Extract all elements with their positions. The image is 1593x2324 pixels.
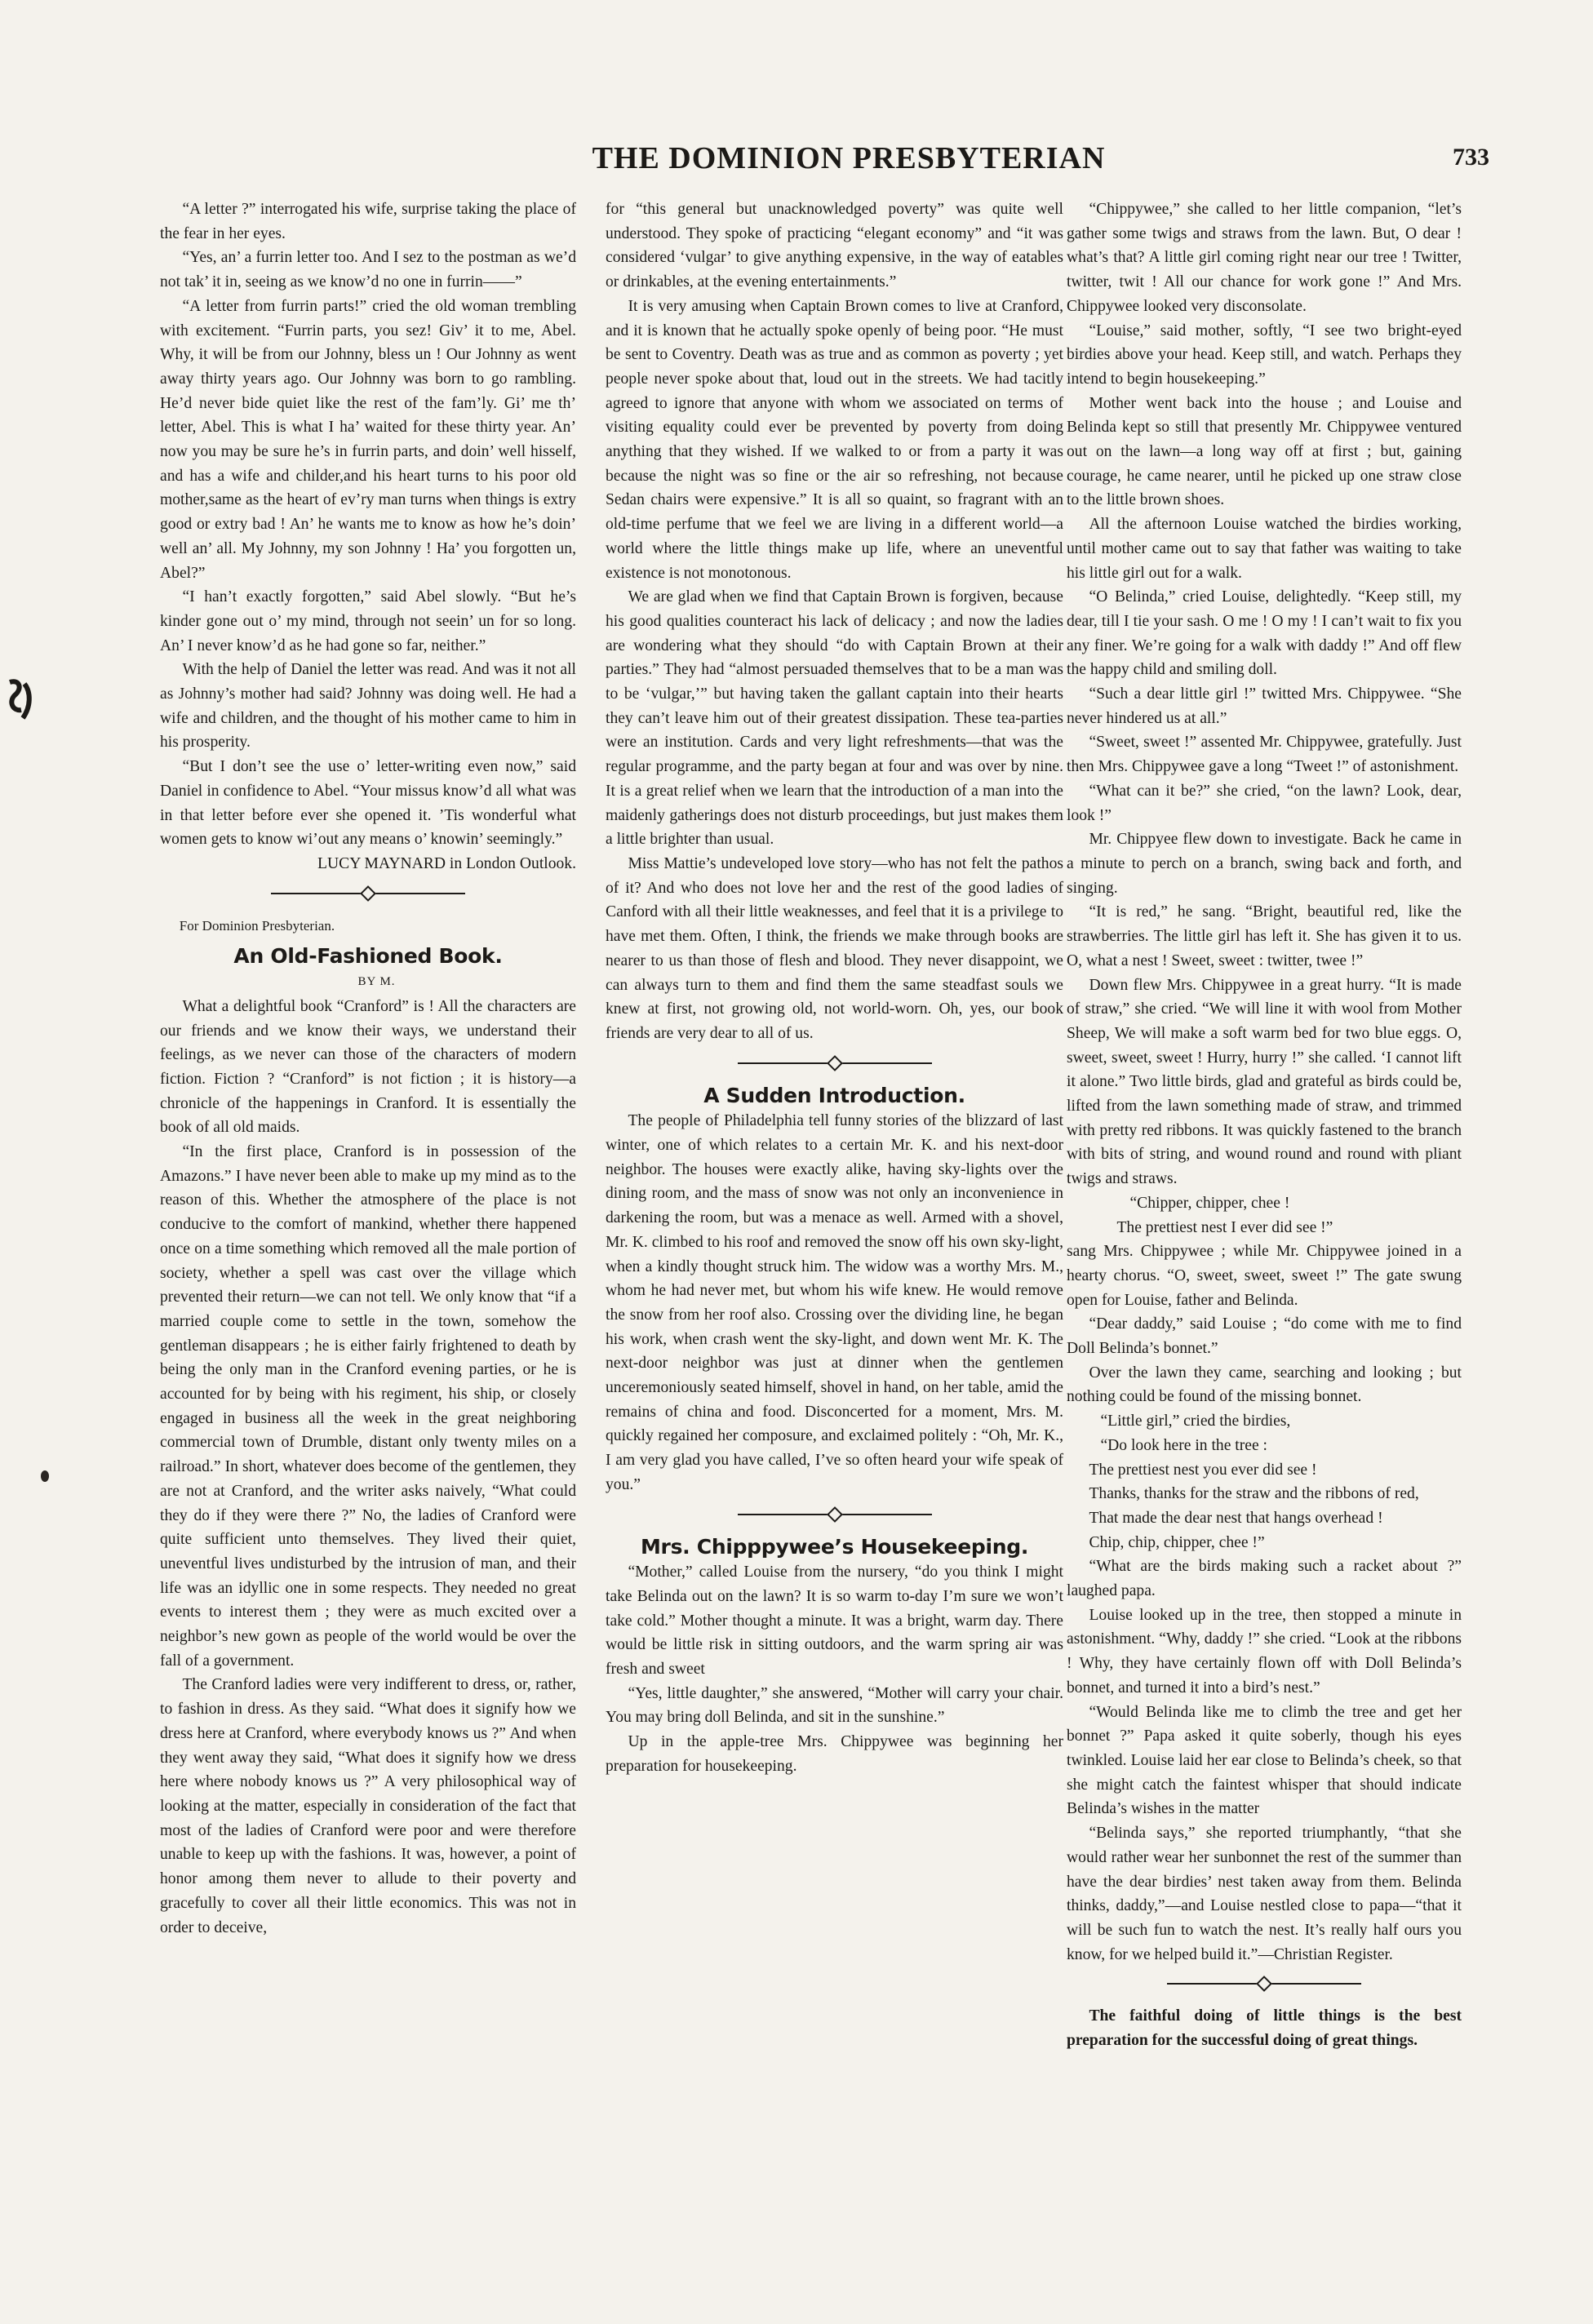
paragraph: “Louise,” said mother, softly, “I see two bright-eyed birdies above your head. Keep still, and watch. Perhaps they intend to begin housekeeping.”: [1067, 322, 1462, 388]
paragraph: All the afternoon Louise watched the birdies working, until mother came out to say that father was waiting to take his little girl out for a walk.: [1067, 516, 1462, 582]
paragraph: “A letter ?” interrogated his wife, surprise taking the place of the fear in her eyes.: [160, 201, 576, 242]
paragraph: “Yes, little daughter,” she answered, “Mother will carry your chair. You may bring doll Belinda, and sit in the sunshine.”: [606, 1684, 1063, 1727]
paragraph: “I han’t exactly forgotten,” said Abel slowly. “But he’s kinder gone out o’ my mind, through not seein’ un for so long. An’ I never know’d as he had gone so far, neither.”: [160, 588, 576, 654]
divider: [1067, 1978, 1462, 1989]
paragraph: Miss Mattie’s undeveloped love story—who has not felt the pathos of it? And who does not love her and the rest of the good ladies of Canford with all their little weaknesses, and feel that it is a privilege to have met them. Often, I think, the friends we make through books are nearer to us than those of flesh and blood. They never disappoint, we can always turn to them and find them the same steadfast souls we knew at first, not growing old, not world-worn. Oh, yes, our book friends are very dear to all of us.: [606, 854, 1063, 1042]
masthead: THE DOMINION PRESBYTERIAN: [592, 141, 1106, 175]
closing-maxim: The faithful doing of little things is the best preparation for the successful doing of great things.: [1067, 2007, 1462, 2050]
paragraph: “O Belinda,” cried Louise, delightedly. “Keep still, my dear, till I tie your sash. O me ! O my ! I can’t wait to fix you any finer. We’re going for a walk with daddy !” And off flew the happy child and smiling doll.: [1067, 588, 1462, 679]
paragraph: “In the first place, Cranford is in possession of the Amazons.” I have never been able to make up my mind as to the reason of this. Whether the atmosphere of the place is not conducive to the comfort of mankind, whether there happened once on a time something which removed all the male portion of society, whether a spell was cast over the village which prevented their return—we can not tell. We only know that “if a married couple come to settle in the town, somehow the gentleman disappears ; he is either fairly frightened to death by being the only man in the Cranford evening parties, or he is accounted for by being with his regiment, his ship, or closely engaged in business all the week in the great neighboring commercial town of Drumble, distant only twenty miles on a railroad.” In short, whatever does become of the gentlemen, they are not at Cranford, and the writer asks naively, “What could they do if they were there ?” No, the ladies of Cranford were quite sufficient unto themselves. They lived their quiet, uneventful lives undisturbed by the intrusion of man, and their life was an idyllic one in some respects. They needed no great events to interest them ; they were as much excited over a neighbor’s new gown as people of the world would be over the fall of a government.: [160, 1143, 576, 1670]
paragraph: What a delightful book “Cranford” is ! All the characters are our friends and we know their ways, we understand their feelings, as we never can those of the characters of modern fiction. Fiction ? “Cranford” is not fiction ; it is history—a chronicle of the happenings in Cranford. It is essentially the book of all old maids.: [160, 997, 576, 1137]
paragraph: “Mother,” called Louise from the nursery, “do you think I might take Belinda out on the lawn? It is so warm to-day I’m sure we won’t take cold.” Mother thought a minute. It was a bright, warm day. There would be little risk in sitting outdoors, and the warm spring air was fresh and sweet: [606, 1563, 1063, 1679]
signature: LUCY MAYNARD in London Outlook.: [317, 854, 576, 872]
paragraph: “What can it be?” she cried, “on the lawn? Look, dear, look !”: [1067, 782, 1462, 824]
paragraph: Mother went back into the house ; and Louise and Belinda kept so still that presently Mr. Chippywee ventured out on the lawn—a long way off at first ; but, gaining courage, he came nearer, until he picked up one straw close to the little brown shoes.: [1067, 394, 1462, 509]
divider: [606, 1509, 1063, 1520]
paragraph: for “this general but unacknowledged poverty” was quite well understood. They spoke of practicing “elegant economy” and “it was considered ‘vulgar’ to give anything expensive, in the way of eatables or drinkables, at the evening entertainments.”: [606, 201, 1063, 291]
article-title: Mrs. Chipppywee’s Housekeeping.: [640, 1534, 1029, 1559]
divider: [606, 1058, 1063, 1069]
source-line: For Dominion Presbyterian.: [179, 917, 335, 934]
paragraph: We are glad when we find that Captain Brown is forgiven, because his good qualities counteract his lack of delicacy ; and now the ladies are wondering what they should “do with Captain Brown at their parties.” They had “almost persuaded themselves that to be a man was to be ‘vulgar,’” but having taken the gallant captain into their hearts they can’t leave him out of their greatest dissipation. These tea-parties were an institution. Cards and very light refreshments—that was the regular programme, and the party began at four and was over by nine. It is a great relief when we learn that the introduction of a man into the maidenly gatherings does not disturb proceedings, but just makes them a little brighter than usual.: [606, 588, 1063, 849]
verse-line: “Little girl,” cried the birdies,: [1100, 1413, 1291, 1430]
column-1: [160, 197, 576, 1940]
paragraph: Over the lawn they came, searching and looking ; but nothing could be found of the missing bonnet.: [1067, 1364, 1462, 1406]
article-title: An Old-Fashioned Book.: [233, 944, 503, 969]
paragraph: “Chippywee,” she called to her little companion, “let’s gather some twigs and straws from the lawn. But, O dear ! what’s that? A little girl coming right near our tree ! Twitter, twitter, twit ! All our chance for work gone !” And Mrs. Chippywee looked very disconsolate.: [1067, 201, 1462, 315]
paragraph: “Belinda says,” she reported triumphantly, “that she would rather wear her sunbonnet the rest of the summer than have the dear birdies’ nest taken away from them. Belinda thinks, daddy,”—and Louise nestled close to papa—“that it will be such fun to watch the nest. It’s really half ours you know, for we helped build it.”—Christian Register.: [1067, 1825, 1462, 1963]
page-number: 733: [1453, 144, 1489, 171]
byline: BY M.: [357, 975, 396, 989]
verse-line: The prettiest nest I ever did see !”: [1116, 1218, 1333, 1236]
article-title: A Sudden Introduction.: [703, 1083, 965, 1107]
verse-line: “Do look here in the tree :: [1100, 1436, 1268, 1454]
paragraph: The people of Philadelphia tell funny stories of the blizzard of last winter, one of which relates to a certain Mr. K. and his next-door neighbor. The houses were exactly alike, having sky-lights over the dining room, and the mass of snow was not only an inconvenience in darkening the room, but was a menace as well. Armed with a shovel, Mr. K. climbed to his roof and removed the snow off his own sky-light, when a kindly thought struck him. The widow was a worthy Mrs. M., whom he had never met, but whom his wife knew. He would remove the snow from her roof also. Crossing over the dividing line, he began his work, when crash went the sky-light, and down went Mr. K. The next-door neighbor was just at dinner when the gentlemen unceremoniously seated himself, shovel in hand, on her table, amid the remains of china and food. Disconcerted for a moment, Mrs. M. quickly regained her composure, and exclaimed politely : “Oh, Mr. K., I am very glad you have called, I’ve so often heard your wife speak of you.”: [606, 1112, 1063, 1493]
verse-line: The prettiest nest you ever did see !: [1089, 1461, 1317, 1479]
verse-line: “Chipper, chipper, chee !: [1129, 1194, 1290, 1212]
paragraph: “What are the birds making such a racket about ?” laughed papa.: [1067, 1558, 1462, 1600]
paragraph: sang Mrs. Chippywee ; while Mr. Chippywee joined in a hearty chorus. “O, sweet, sweet, sweet !” The gate swung open for Louise, father and Belinda.: [1067, 1243, 1462, 1309]
margin-blot: [41, 1470, 49, 1482]
column-3: [1067, 197, 1462, 2053]
paragraph: “Such a dear little girl !” twitted Mrs. Chippywee. “She never hindered us at all.”: [1067, 685, 1462, 727]
divider: [160, 888, 576, 899]
paragraph: Mr. Chippyee flew down to investigate. Back he came in a minute to perch on a branch, swing back and forth, and singing.: [1067, 831, 1462, 897]
paragraph: Down flew Mrs. Chippywee in a great hurry. “It is made of straw,” she cried. “We will line it with wool from Mother Sheep, We will make a soft warm bed for two blue eggs. O, sweet, sweet, sweet ! Hurry, hurry !” she called. ‘I cannot lift it alone.” Two little birds, glad and grateful as birds could be, lifted from the lawn something made of straw, and trimmed with pretty red ribbons. It was quickly fastened to the branch with bits of string, and wound round and round with pliant twigs and straws.: [1067, 976, 1462, 1188]
verse-line: That made the dear nest that hangs overhead !: [1089, 1509, 1383, 1527]
paragraph: With the help of Daniel the letter was read. And was it not all as Johnny’s mother had said? Johnny was doing well. He had a wife and children, and the thought of his mother came to him in his prosperity.: [160, 661, 576, 752]
column-2: [606, 197, 1063, 1779]
paragraph: It is very amusing when Captain Brown comes to live at Cranford, and it is known that he actually spoke openly of being poor. “He must be sent to Coventry. Death was as true and as common as poverty ; yet people never spoke about that, loud out in the streets. We had tacitly agreed to ignore that anyone with whom we associated on terms of visiting equality could ever be prevented by poverty from doing anything that they wished. If we walked to or from a party it was because the night was so fine or the air so refreshing, not because Sedan chairs were expensive.” It is all so quaint, so fragrant with an old-time perfume that we feel we are living in a different world—a world where the little things make up life, where an uneventful existence is not monotonous.: [606, 297, 1063, 582]
paragraph: “But I don’t see the use o’ letter-writing even now,” said Daniel in confidence to Abel. “Your missus know’d all what was in that letter before ever she opened it. ’Tis wonderful what women gets to know wi’out any means o’ knowin’ seemingly.”: [160, 758, 576, 849]
verse-line: Thanks, thanks for the straw and the ribbons of red,: [1089, 1485, 1419, 1503]
paragraph: “Would Belinda like me to climb the tree and get her bonnet ?” Papa asked it quite soberly, though his eyes twinkled. Louise laid her ear close to Belinda’s cheek, so that she might catch the faintest whisper that should indicate Belinda’s wishes in the matter: [1067, 1703, 1462, 1818]
paragraph: Louise looked up in the tree, then stopped a minute in astonishment. “Why, daddy !” she cried. “Look at the ribbons ! Why, they have certainly flown off with Doll Belinda’s bonnet, and turned it into a bird’s nest.”: [1067, 1606, 1462, 1696]
paragraph: The Cranford ladies were very indifferent to dress, or, rather, to fashion in dress. As they said. “What does it signify how we dress here at Cranford, where everybody knows us ?” And when they went away they said, “What does it signify how we dress here where nobody knows us ?” A very philosophical way of looking at the matter, especially in consideration of the fact that most of the ladies of Cranford were poor and were therefore unable to keep up with the fashions. It was, however, a point of honor among them never to allude to their poverty and gracefully to cover all their little economics. This was not in order to deceive,: [160, 1676, 576, 1936]
verse-line: Chip, chip, chipper, chee !”: [1089, 1533, 1265, 1551]
paragraph: “It is red,” he sang. “Bright, beautiful red, like the strawberries. The little girl has left it. She has given it to us. O, what a nest ! Sweet, sweet : twitter, twee !”: [1067, 903, 1462, 969]
paragraph: “Yes, an’ a furrin letter too. And I sez to the postman as we’d not tak’ it in, seeing as we know’d no one in furrin——”: [160, 249, 576, 291]
paragraph: Up in the apple-tree Mrs. Chippywee was beginning her preparation for housekeeping.: [606, 1733, 1063, 1775]
paragraph: “Dear daddy,” said Louise ; “do come with me to find Doll Belinda’s bonnet.”: [1067, 1315, 1462, 1358]
paragraph: “Sweet, sweet !” assented Mr. Chippywee, gratefully. Just then Mrs. Chippywee gave a long “Tweet !” of astonishment.: [1067, 734, 1462, 776]
binding-mark-icon: [7, 677, 34, 723]
paragraph: “A letter from furrin parts!” cried the old woman trembling with excitement. “Furrin parts, you sez! Giv’ it to me, Abel. Why, it will be from our Johnny, bless un ! Our Johnny as went away thirty years ago. Our Johnny was born to go rambling. He’d never bide quiet like the rest of the fam’ly. Gi’ me th’ letter, Abel. This is what I ha’ waited for these thirty year. An’ now you may be sure he’s in furrin parts, and doin’ well hisself, and has a wife and childer,and his heart turns to his poor old mother,same as the heart of ev’ry man turns when things is extry good or extry bad ! An’ he wants me to know as how he’s doin’ well an’ all. My Johnny, my son Johnny ! Ha’ you forgotten un, Abel?”: [160, 297, 576, 582]
